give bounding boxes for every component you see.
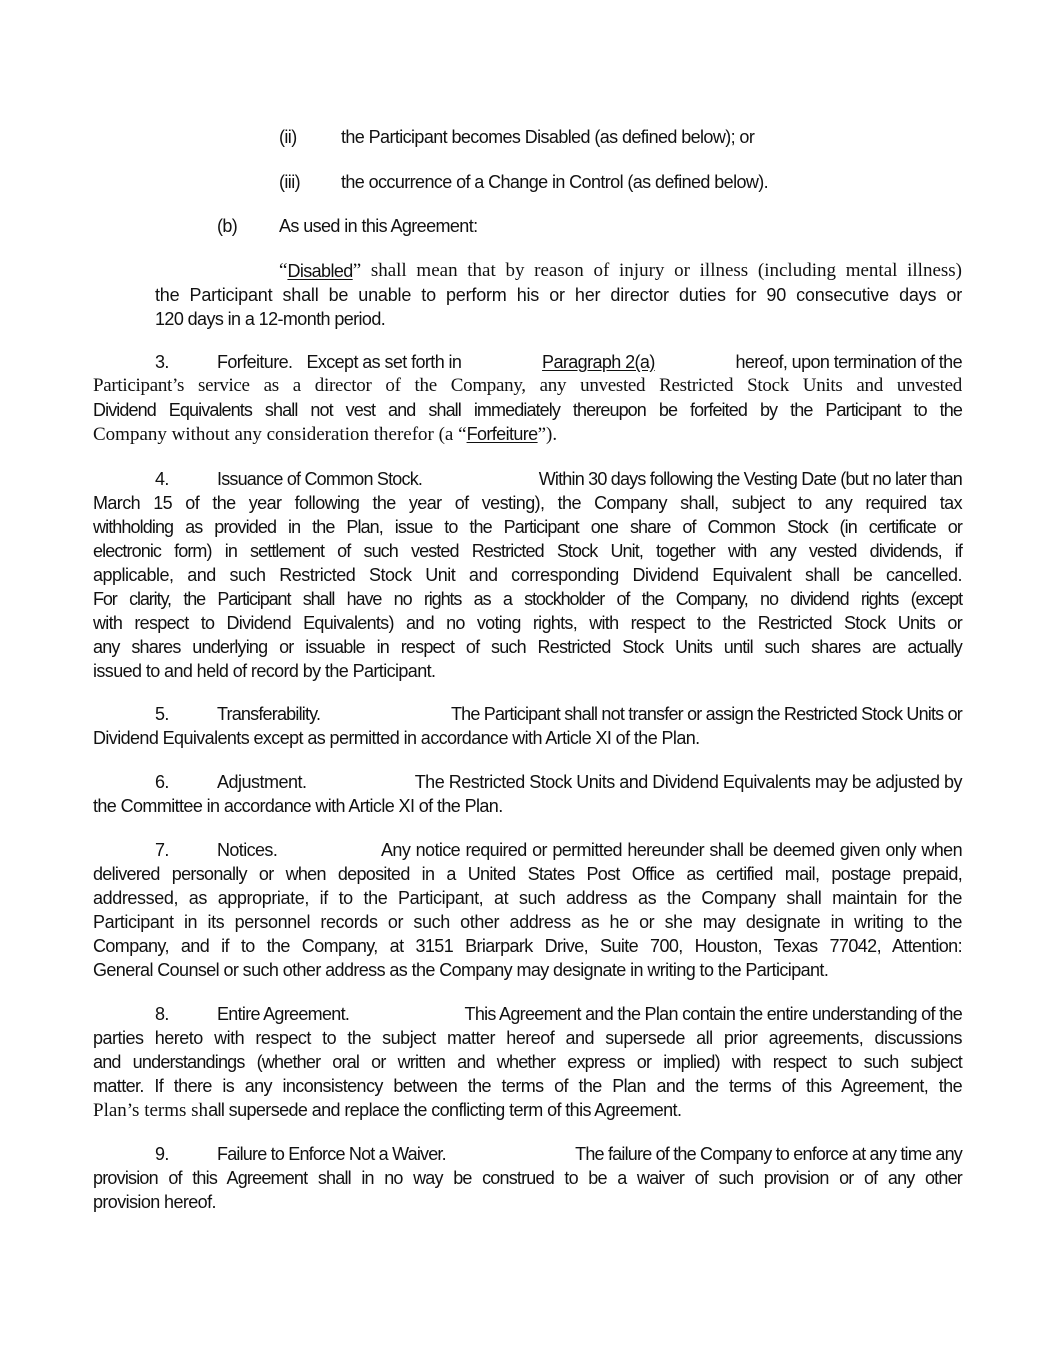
section-3-text-a: Except as set forth in xyxy=(306,352,462,372)
section-6-text: The Restricted Stock Units and Dividend Equivalents may be adjusted by xyxy=(414,772,962,792)
disabled-definition-line-3: 120 days in a 12-month period. xyxy=(155,309,386,329)
section-5-line-1 xyxy=(217,702,962,726)
section-4-line-6: For clarity, the Participant shall have no rights as a stockholder of the Company, no dividend rights (except xyxy=(93,589,962,609)
section-8-line-5-serif: Plan’s terms sh xyxy=(93,1100,209,1121)
section-3-line-2: Participant’s service as a director of the Company, any unvested Restricted Stock Units and unvested xyxy=(93,375,962,396)
disabled-definition-rest: ” shall mean that by reason of injury or illness (including mental illness) xyxy=(352,260,962,281)
section-4-line-8: any shares underlying or issuable in respect of such Restricted Stock Units until such shares are actually xyxy=(93,637,962,657)
section-6-line-2: the Committee in accordance with Article XI of the Plan. xyxy=(93,796,503,816)
open-quote: “ xyxy=(279,260,288,281)
section-3-heading: Forfeiture. xyxy=(217,352,293,372)
section-8-line-2: parties hereto with respect to the subject matter hereof and supersede all prior agreements, discussions xyxy=(93,1028,962,1048)
subitem-iii-label: (iii) xyxy=(279,172,300,192)
section-8-text: This Agreement and the Plan contain the entire understanding of the xyxy=(464,1004,962,1024)
section-5-text: The Participant shall not transfer or assign the Restricted Stock Units or xyxy=(450,704,962,724)
section-7-line-1 xyxy=(217,838,962,862)
defined-term-disabled: Disabled xyxy=(287,261,353,281)
section-6-number: 6. xyxy=(155,772,169,792)
section-7-line-6: General Counsel or such other address as the Company may designate in writing to the Participant. xyxy=(93,960,829,980)
section-6-heading: Adjustment. xyxy=(217,772,307,792)
section-4-line-5: applicable, and such Restricted Stock Unit and corresponding Dividend Equivalent shall be cancelled. xyxy=(93,565,962,585)
section-7-line-5: Company, and if to the Company, at 3151 Briarpark Drive, Suite 700, Houston, Texas 77042, Attention: xyxy=(93,936,962,956)
section-b-label: (b) xyxy=(217,216,238,236)
section-4-line-3: withholding as provided in the Plan, issue to the Participant one share of Common Stock (in certificate or xyxy=(93,517,962,537)
section-5-number: 5. xyxy=(155,704,169,724)
section-7-line-3: addressed, as appropriate, if to the Participant, at such address as the Company shall maintain for the xyxy=(93,888,962,908)
section-8-line-3: and understandings (whether oral or written and whether express or implied) with respect to such subject xyxy=(93,1052,962,1072)
section-4-line-9: issued to and held of record by the Participant. xyxy=(93,661,436,681)
section-3-line-4-close: ”). xyxy=(537,424,558,445)
paragraph-2a-link[interactable]: Paragraph 2(a) xyxy=(542,352,655,372)
section-8-line-5-rest: all supersede and replace the conflicting term of this Agreement. xyxy=(208,1100,682,1120)
section-4-line-1 xyxy=(217,467,962,491)
section-8-line-4: matter. If there is any inconsistency between the terms of the Plan and the terms of this Agreement, the xyxy=(93,1076,962,1096)
section-4-heading: Issuance of Common Stock. xyxy=(217,469,423,489)
section-7-line-2: delivered personally or when deposited in a United States Post Office as certified mail, postage prepaid, xyxy=(93,864,962,884)
section-5-heading: Transferability. xyxy=(217,704,321,724)
subitem-iii-text: the occurrence of a Change in Control (as defined below). xyxy=(341,172,769,192)
disabled-definition-line-1 xyxy=(279,259,962,283)
section-3-text-b: hereof, upon termination of the xyxy=(735,352,962,372)
section-4-line-7: with respect to Dividend Equivalents) and no voting rights, with respect to the Restricted Stock Units or xyxy=(93,613,962,633)
subitem-ii-label: (ii) xyxy=(279,127,297,147)
section-9-heading: Failure to Enforce Not a Waiver. xyxy=(217,1144,446,1164)
subitem-ii-text: the Participant becomes Disabled (as defined below); or xyxy=(341,127,755,147)
section-8-heading: Entire Agreement. xyxy=(217,1004,350,1024)
section-6-line-1 xyxy=(217,770,962,794)
section-4-number: 4. xyxy=(155,469,169,489)
section-9-line-1 xyxy=(217,1142,962,1166)
section-7-heading: Notices. xyxy=(217,840,278,860)
section-4-line-4: electronic form) in settlement of such vested Restricted Stock Unit, together with any vested dividends, if xyxy=(93,541,962,561)
section-4-line-2: March 15 of the year following the year of vesting), the Company shall, subject to any required tax xyxy=(93,493,962,513)
section-4-text: Within 30 days following the Vesting Date (but no later than xyxy=(538,469,962,489)
section-9-text: The failure of the Company to enforce at any time any xyxy=(575,1144,962,1164)
section-5-line-2: Dividend Equivalents except as permitted in accordance with Article XI of the Plan. xyxy=(93,728,700,748)
section-9-line-3: provision hereof. xyxy=(93,1192,216,1212)
section-9-line-2: provision of this Agreement shall in no way be construed to be a waiver of such provision or of any other xyxy=(93,1168,962,1188)
section-9-number: 9. xyxy=(155,1144,169,1164)
section-3-number: 3. xyxy=(155,352,169,372)
section-3-line-3: Dividend Equivalents shall not vest and shall immediately thereupon be forfeited by the Participant to the xyxy=(93,400,962,420)
defined-term-forfeiture: Forfeiture xyxy=(466,424,538,444)
section-8-number: 8. xyxy=(155,1004,169,1024)
section-7-text: Any notice required or permitted hereunder shall be deemed given only when xyxy=(381,840,962,860)
section-3-line-4 xyxy=(93,422,557,446)
section-8-line-5 xyxy=(93,1098,681,1122)
section-7-number: 7. xyxy=(155,840,169,860)
disabled-definition-line-2: the Participant shall be unable to perform his or her director duties for 90 consecutive days or xyxy=(155,285,962,305)
section-8-line-1 xyxy=(217,1002,962,1026)
section-3-line-1 xyxy=(217,350,962,374)
section-7-line-4: Participant in its personnel records or such other address as he or she may designate in writing to the xyxy=(93,912,962,932)
section-3-line-4-text: Company without any consideration therefor (a “ xyxy=(93,424,467,445)
section-b-text: As used in this Agreement: xyxy=(279,216,478,236)
